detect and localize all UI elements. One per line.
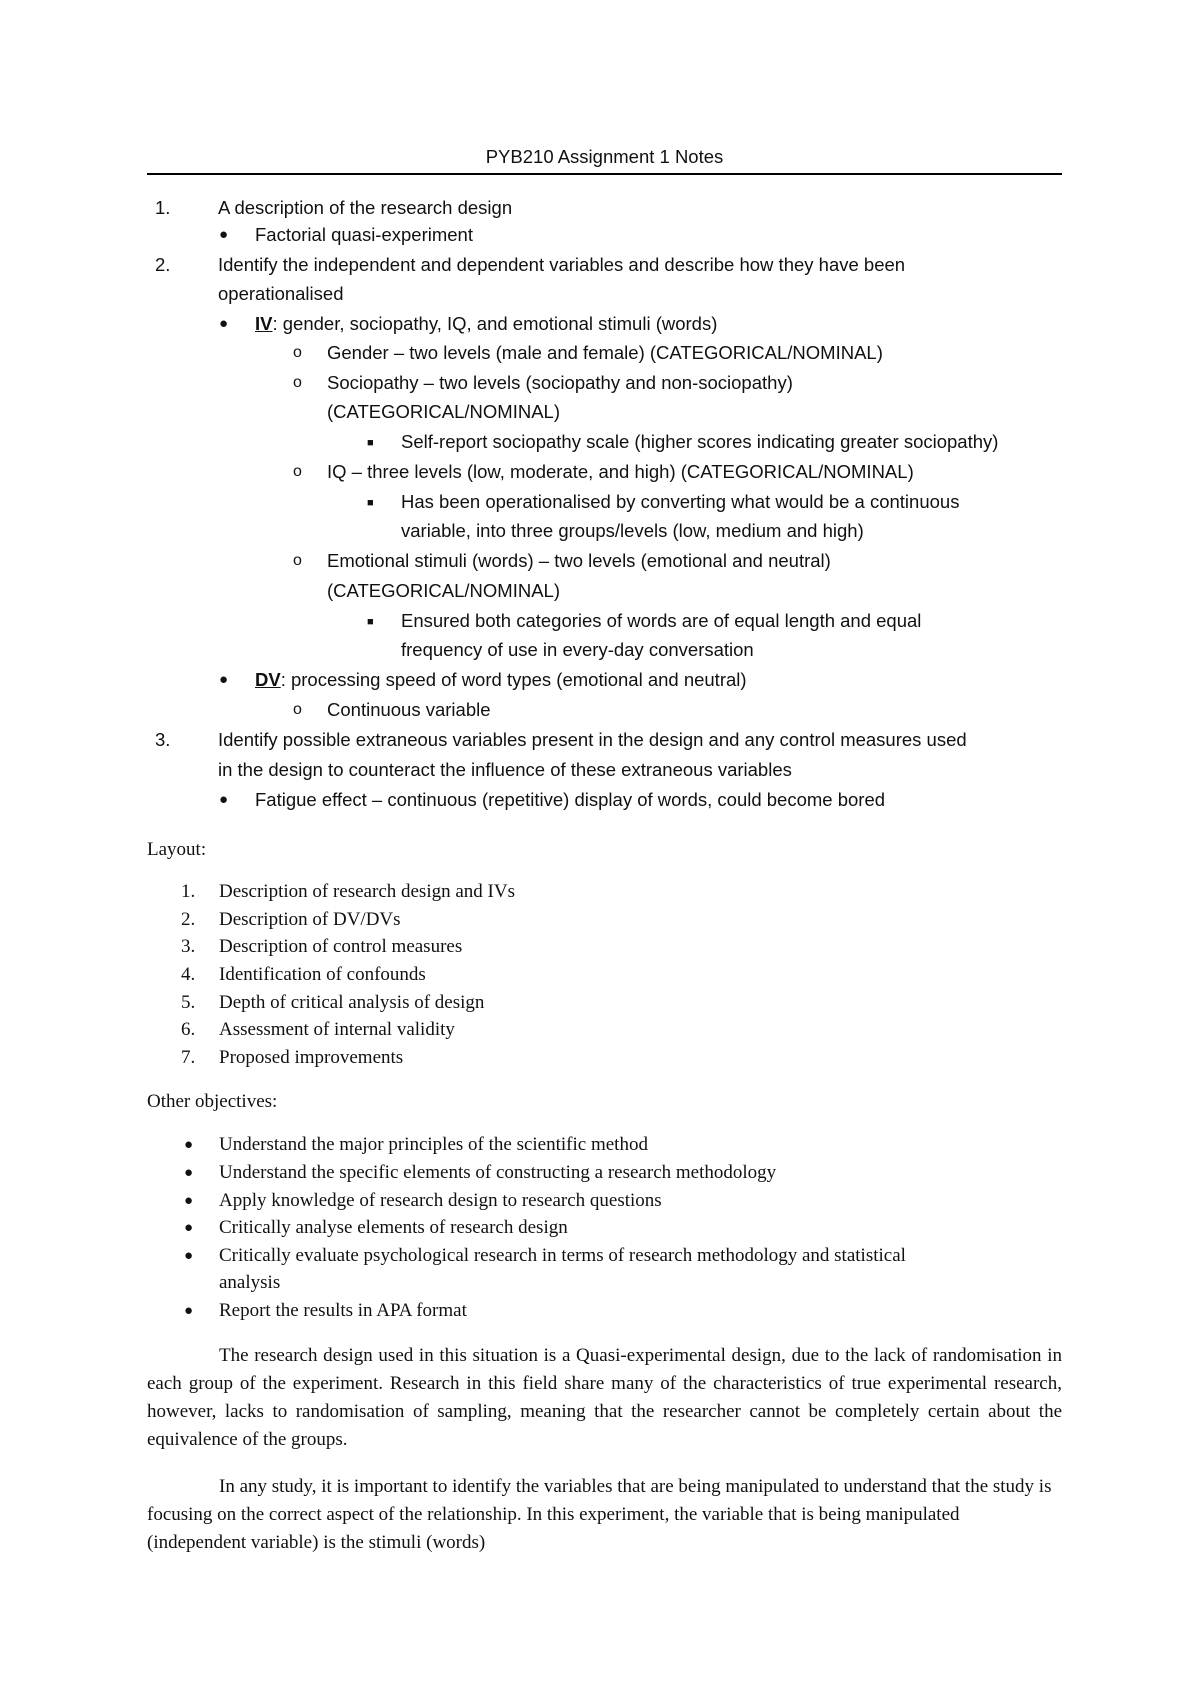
layout-item: Description of DV/DVs bbox=[219, 909, 401, 930]
square-bullet-icon: ■ bbox=[367, 497, 374, 509]
iv-text: : gender, sociopathy, IQ, and emotional stimuli (words) bbox=[272, 313, 718, 334]
layout-item-number: 2. bbox=[181, 909, 196, 930]
bullet-icon: ● bbox=[219, 315, 229, 332]
objective-item: Understand the specific elements of constructing a research methodology bbox=[219, 1162, 777, 1183]
q3-text-line1: Identify possible extraneous variables present in the design and any control measures used bbox=[218, 729, 967, 750]
iv-iq: IQ – three levels (low, moderate, and high) (CATEGORICAL/NOMINAL) bbox=[327, 461, 914, 482]
dv-line bbox=[255, 668, 747, 692]
circle-bullet-icon: o bbox=[293, 552, 302, 569]
dv-sub: Continuous variable bbox=[327, 699, 491, 720]
header-divider bbox=[147, 173, 1062, 175]
bullet-icon: ● bbox=[219, 791, 229, 808]
layout-item-number: 5. bbox=[181, 992, 196, 1013]
bullet-icon: ● bbox=[184, 1165, 194, 1181]
q3-number: 3. bbox=[155, 729, 171, 750]
circle-bullet-icon: o bbox=[293, 463, 302, 480]
dv-label: DV bbox=[255, 669, 281, 690]
bullet-icon: ● bbox=[184, 1137, 194, 1153]
layout-item-number: 1. bbox=[181, 881, 196, 902]
body-paragraph bbox=[147, 1473, 1062, 1557]
layout-item: Description of control measures bbox=[219, 936, 463, 957]
layout-item: Depth of critical analysis of design bbox=[219, 992, 485, 1013]
q2-number: 2. bbox=[155, 254, 171, 275]
circle-bullet-icon: o bbox=[293, 701, 302, 718]
circle-bullet-icon: o bbox=[293, 344, 302, 361]
iv-emotional-sub-line1: Ensured both categories of words are of equal length and equal bbox=[401, 610, 922, 631]
q1-text: A description of the research design bbox=[218, 197, 513, 218]
layout-item-number: 3. bbox=[181, 936, 196, 957]
bullet-icon: ● bbox=[219, 226, 229, 243]
bullet-icon: ● bbox=[184, 1248, 194, 1264]
bullet-icon: ● bbox=[184, 1303, 194, 1319]
iv-sociopathy-line1: Sociopathy – two levels (sociopathy and non-sociopathy) bbox=[327, 372, 793, 393]
square-bullet-icon: ■ bbox=[367, 437, 374, 449]
layout-item: Assessment of internal validity bbox=[219, 1019, 455, 1040]
q2-text-line2: operationalised bbox=[218, 283, 344, 304]
layout-item-number: 4. bbox=[181, 964, 196, 985]
objective-item: Report the results in APA format bbox=[219, 1300, 467, 1321]
layout-heading: Layout: bbox=[147, 839, 207, 860]
circle-bullet-icon: o bbox=[293, 374, 302, 391]
iv-label: IV bbox=[255, 313, 273, 334]
iv-emotional-line1: Emotional stimuli (words) – two levels (emotional and neutral) bbox=[327, 550, 831, 571]
objectives-heading: Other objectives: bbox=[147, 1091, 278, 1112]
iv-emotional-line2: (CATEGORICAL/NOMINAL) bbox=[327, 580, 560, 601]
iv-iq-sub-line2: variable, into three groups/levels (low, medium and high) bbox=[401, 520, 864, 541]
bullet-icon: ● bbox=[219, 671, 229, 688]
q3-bullet: Fatigue effect – continuous (repetitive) display of words, could become bored bbox=[255, 789, 886, 810]
bullet-icon: ● bbox=[184, 1193, 194, 1209]
layout-item: Description of research design and IVs bbox=[219, 881, 515, 902]
iv-emotional-sub-line2: frequency of use in every-day conversation bbox=[401, 639, 754, 660]
dv-text: : processing speed of word types (emotional and neutral) bbox=[280, 669, 747, 690]
q3-text-line2: in the design to counteract the influence of these extraneous variables bbox=[218, 759, 792, 780]
layout-item: Proposed improvements bbox=[219, 1047, 404, 1068]
paragraph-text: The research design used in this situation is a Quasi-experimental design, due to the lack of randomisation in each group of the experiment. Research in this field share many of the characteristics of true experimental research, however, lacks to randomisation of sampling, meaning that the researcher cannot be completely certain about the equivalence of the groups. bbox=[147, 1345, 1062, 1450]
q1-number: 1. bbox=[155, 197, 171, 218]
layout-item-number: 7. bbox=[181, 1047, 196, 1068]
iv-gender: Gender – two levels (male and female) (CATEGORICAL/NOMINAL) bbox=[327, 342, 883, 363]
page-title: PYB210 Assignment 1 Notes bbox=[485, 146, 724, 167]
iv-sociopathy-sub: Self-report sociopathy scale (higher scores indicating greater sociopathy) bbox=[401, 431, 999, 452]
objective-item: Critically analyse elements of research design bbox=[219, 1217, 568, 1238]
objective-item-continued: analysis bbox=[219, 1272, 281, 1293]
objective-item: Critically evaluate psychological research in terms of research methodology and statistical bbox=[219, 1245, 906, 1266]
objective-item: Apply knowledge of research design to research questions bbox=[219, 1190, 662, 1211]
objective-item: Understand the major principles of the scientific method bbox=[219, 1134, 648, 1155]
q1-bullet: Factorial quasi-experiment bbox=[255, 224, 473, 245]
iv-line bbox=[255, 312, 717, 336]
paragraph-text: In any study, it is important to identify the variables that are being manipulated to understand that the study is focusing on the correct aspect of the relationship. In this experiment, the variable that is being manipulated (independent variable) is the stimuli (words) bbox=[147, 1476, 1052, 1553]
layout-item-number: 6. bbox=[181, 1019, 196, 1040]
layout-item: Identification of confounds bbox=[219, 964, 426, 985]
q2-text-line1: Identify the independent and dependent variables and describe how they have been bbox=[218, 254, 906, 275]
iv-iq-sub-line1: Has been operationalised by converting what would be a continuous bbox=[401, 491, 960, 512]
bullet-icon: ● bbox=[184, 1220, 194, 1236]
square-bullet-icon: ■ bbox=[367, 616, 374, 628]
iv-sociopathy-line2: (CATEGORICAL/NOMINAL) bbox=[327, 401, 560, 422]
body-paragraph bbox=[147, 1342, 1062, 1454]
